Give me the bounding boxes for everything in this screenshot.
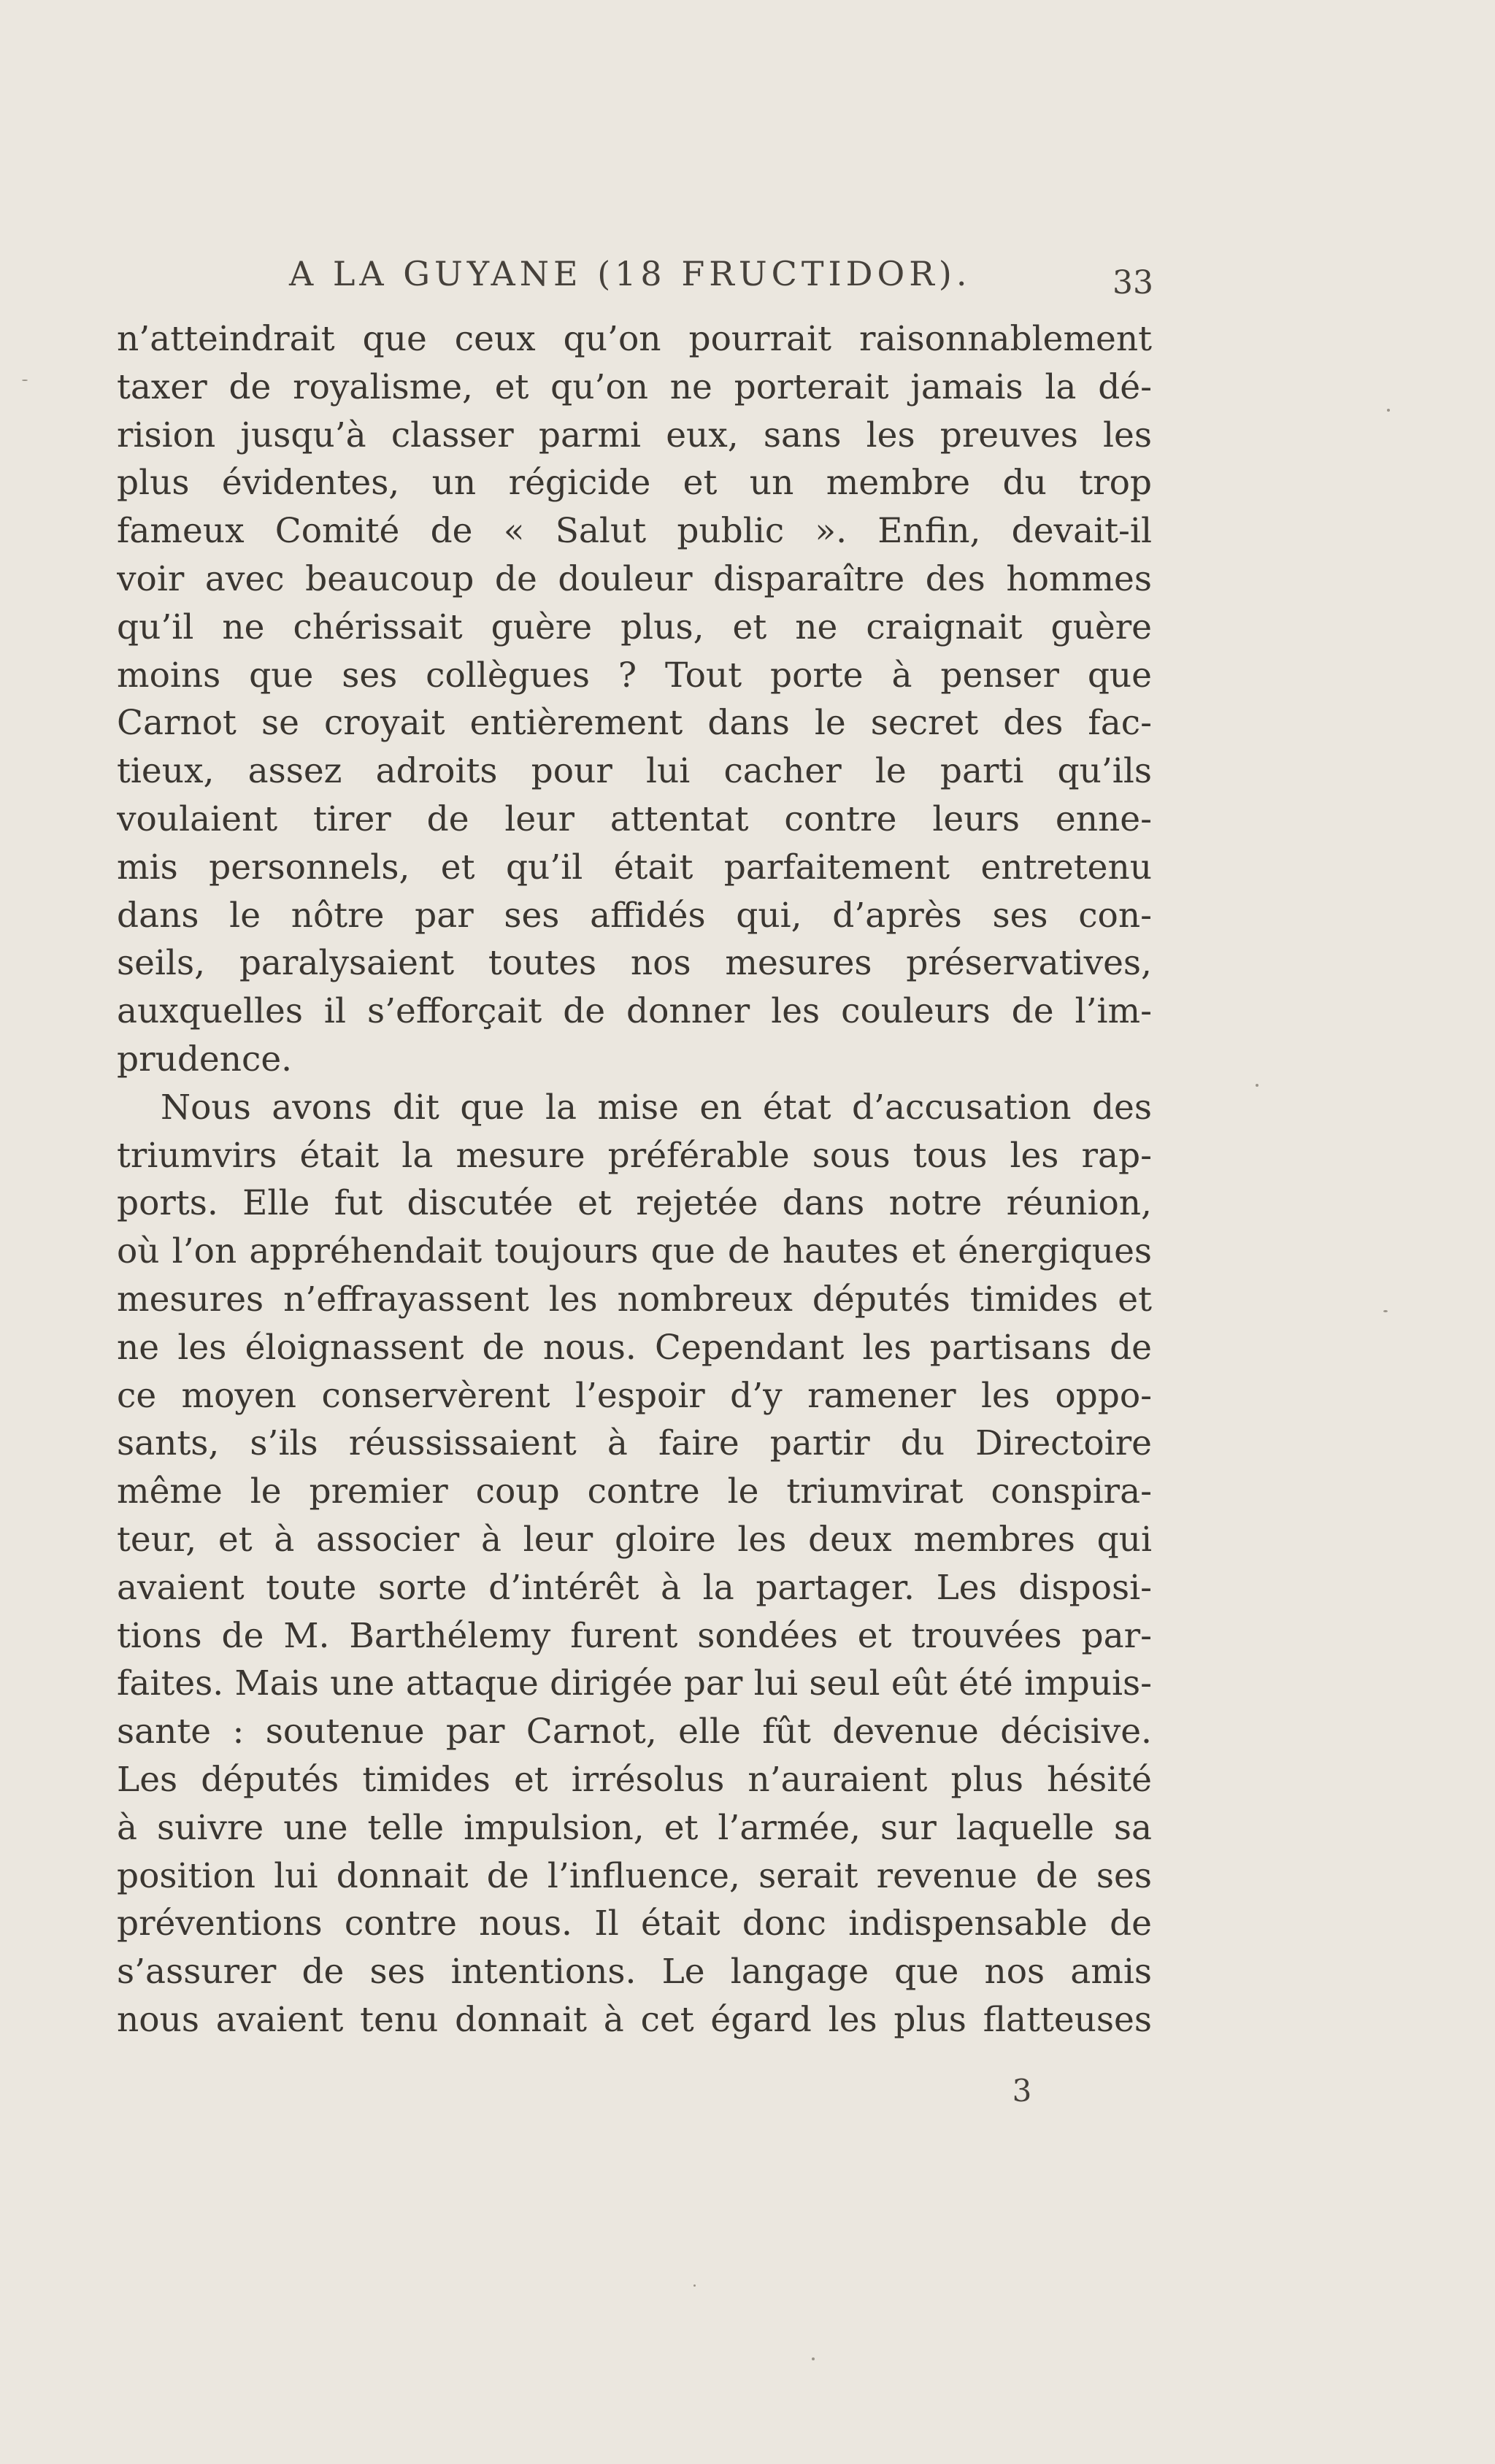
running-head (117, 248, 1153, 307)
text-line: faites. Mais une attaque dirigée par lui seul eût été impuis- (117, 1663, 1152, 1704)
text-line: même le premier coup contre le triumvirat conspira- (117, 1471, 1152, 1512)
text-line: ports. Elle fut discutée et rejetée dans notre réunion, (117, 1183, 1152, 1224)
text-line: dans le nôtre par ses affidés qui, d’après ses con- (117, 895, 1152, 936)
text-line: mis personnels, et qu’il était parfaitement entretenu (117, 847, 1152, 888)
text-line: tieux, assez adroits pour lui cacher le parti qu’ils (117, 751, 1152, 792)
text-line: taxer de royalisme, et qu’on ne porterait jamais la dé- (117, 366, 1152, 407)
text-line: à suivre une telle impulsion, et l’armée, sur laquelle sa (117, 1807, 1152, 1848)
text-line: sants, s’ils réussissaient à faire partir du Directoire (117, 1423, 1152, 1464)
paper-speck (1387, 409, 1390, 412)
text-line: fameux Comité de « Salut public ». Enfin, devait-il (117, 511, 1152, 552)
paper-speck (22, 380, 28, 381)
text-line: teur, et à associer à leur gloire les deux membres qui (117, 1519, 1152, 1560)
text-line: voir avec beaucoup de douleur disparaître des hommes (117, 558, 1152, 599)
paper-speck (1256, 1084, 1258, 1087)
text-line: sante : soutenue par Carnot, elle fût devenue décisive. (117, 1712, 1152, 1752)
signature-mark: 3 (1012, 2073, 1032, 2109)
text-line: plus évidentes, un régicide et un membre du trop (117, 463, 1152, 504)
running-title: A LA GUYANE (18 FRUCTIDOR). (289, 254, 972, 293)
text-line: n’atteindrait que ceux qu’on pourrait raisonnablement (117, 319, 1152, 359)
text-line: moins que ses collègues ? Tout porte à penser que (117, 655, 1152, 696)
text-line: ce moyen conservèrent l’espoir d’y ramener les oppo- (117, 1375, 1152, 1416)
text-line: prudence. (117, 1039, 293, 1079)
text-line: tions de M. Barthélemy furent sondées et trouvées par- (117, 1615, 1152, 1656)
text-line: préventions contre nous. Il était donc indispensable de (117, 1903, 1152, 1944)
text-line: ne les éloignassent de nous. Cependant les partisans de (117, 1327, 1152, 1368)
text-line: qu’il ne chérissait guère plus, et ne craignait guère (117, 607, 1152, 647)
page-number: 33 (1112, 264, 1153, 301)
body-text (117, 315, 1152, 2044)
text-line: où l’on appréhendait toujours que de hautes et énergiques (117, 1231, 1152, 1272)
text-line: Les députés timides et irrésolus n’auraient plus hésité (117, 1759, 1152, 1800)
text-line: Nous avons dit que la mise en état d’accusation des (161, 1087, 1152, 1128)
text-line: nous avaient tenu donnait à cet égard les plus flatteuses (117, 1999, 1152, 2040)
text-line: rision jusqu’à classer parmi eux, sans les preuves les (117, 415, 1152, 455)
text-line: position lui donnait de l’influence, serait revenue de ses (117, 1855, 1152, 1896)
text-line: avaient toute sorte d’intérêt à la partager. Les disposi- (117, 1567, 1152, 1608)
paper-speck (693, 2284, 696, 2287)
text-line: voulaient tirer de leur attentat contre leurs enne- (117, 798, 1152, 839)
text-line: triumvirs était la mesure préférable sous tous les rap- (117, 1135, 1152, 1176)
text-line: auxquelles il s’efforçait de donner les couleurs de l’im- (117, 991, 1152, 1032)
text-line: Carnot se croyait entièrement dans le secret des fac- (117, 703, 1152, 744)
paper-speck (812, 2357, 815, 2360)
text-line: mesures n’effrayassent les nombreux députés timides et (117, 1279, 1152, 1320)
text-line: seils, paralysaient toutes nos mesures préservatives, (117, 943, 1152, 984)
text-line: s’assurer de ses intentions. Le langage que nos amis (117, 1952, 1152, 1993)
paper-speck (1383, 1310, 1388, 1312)
